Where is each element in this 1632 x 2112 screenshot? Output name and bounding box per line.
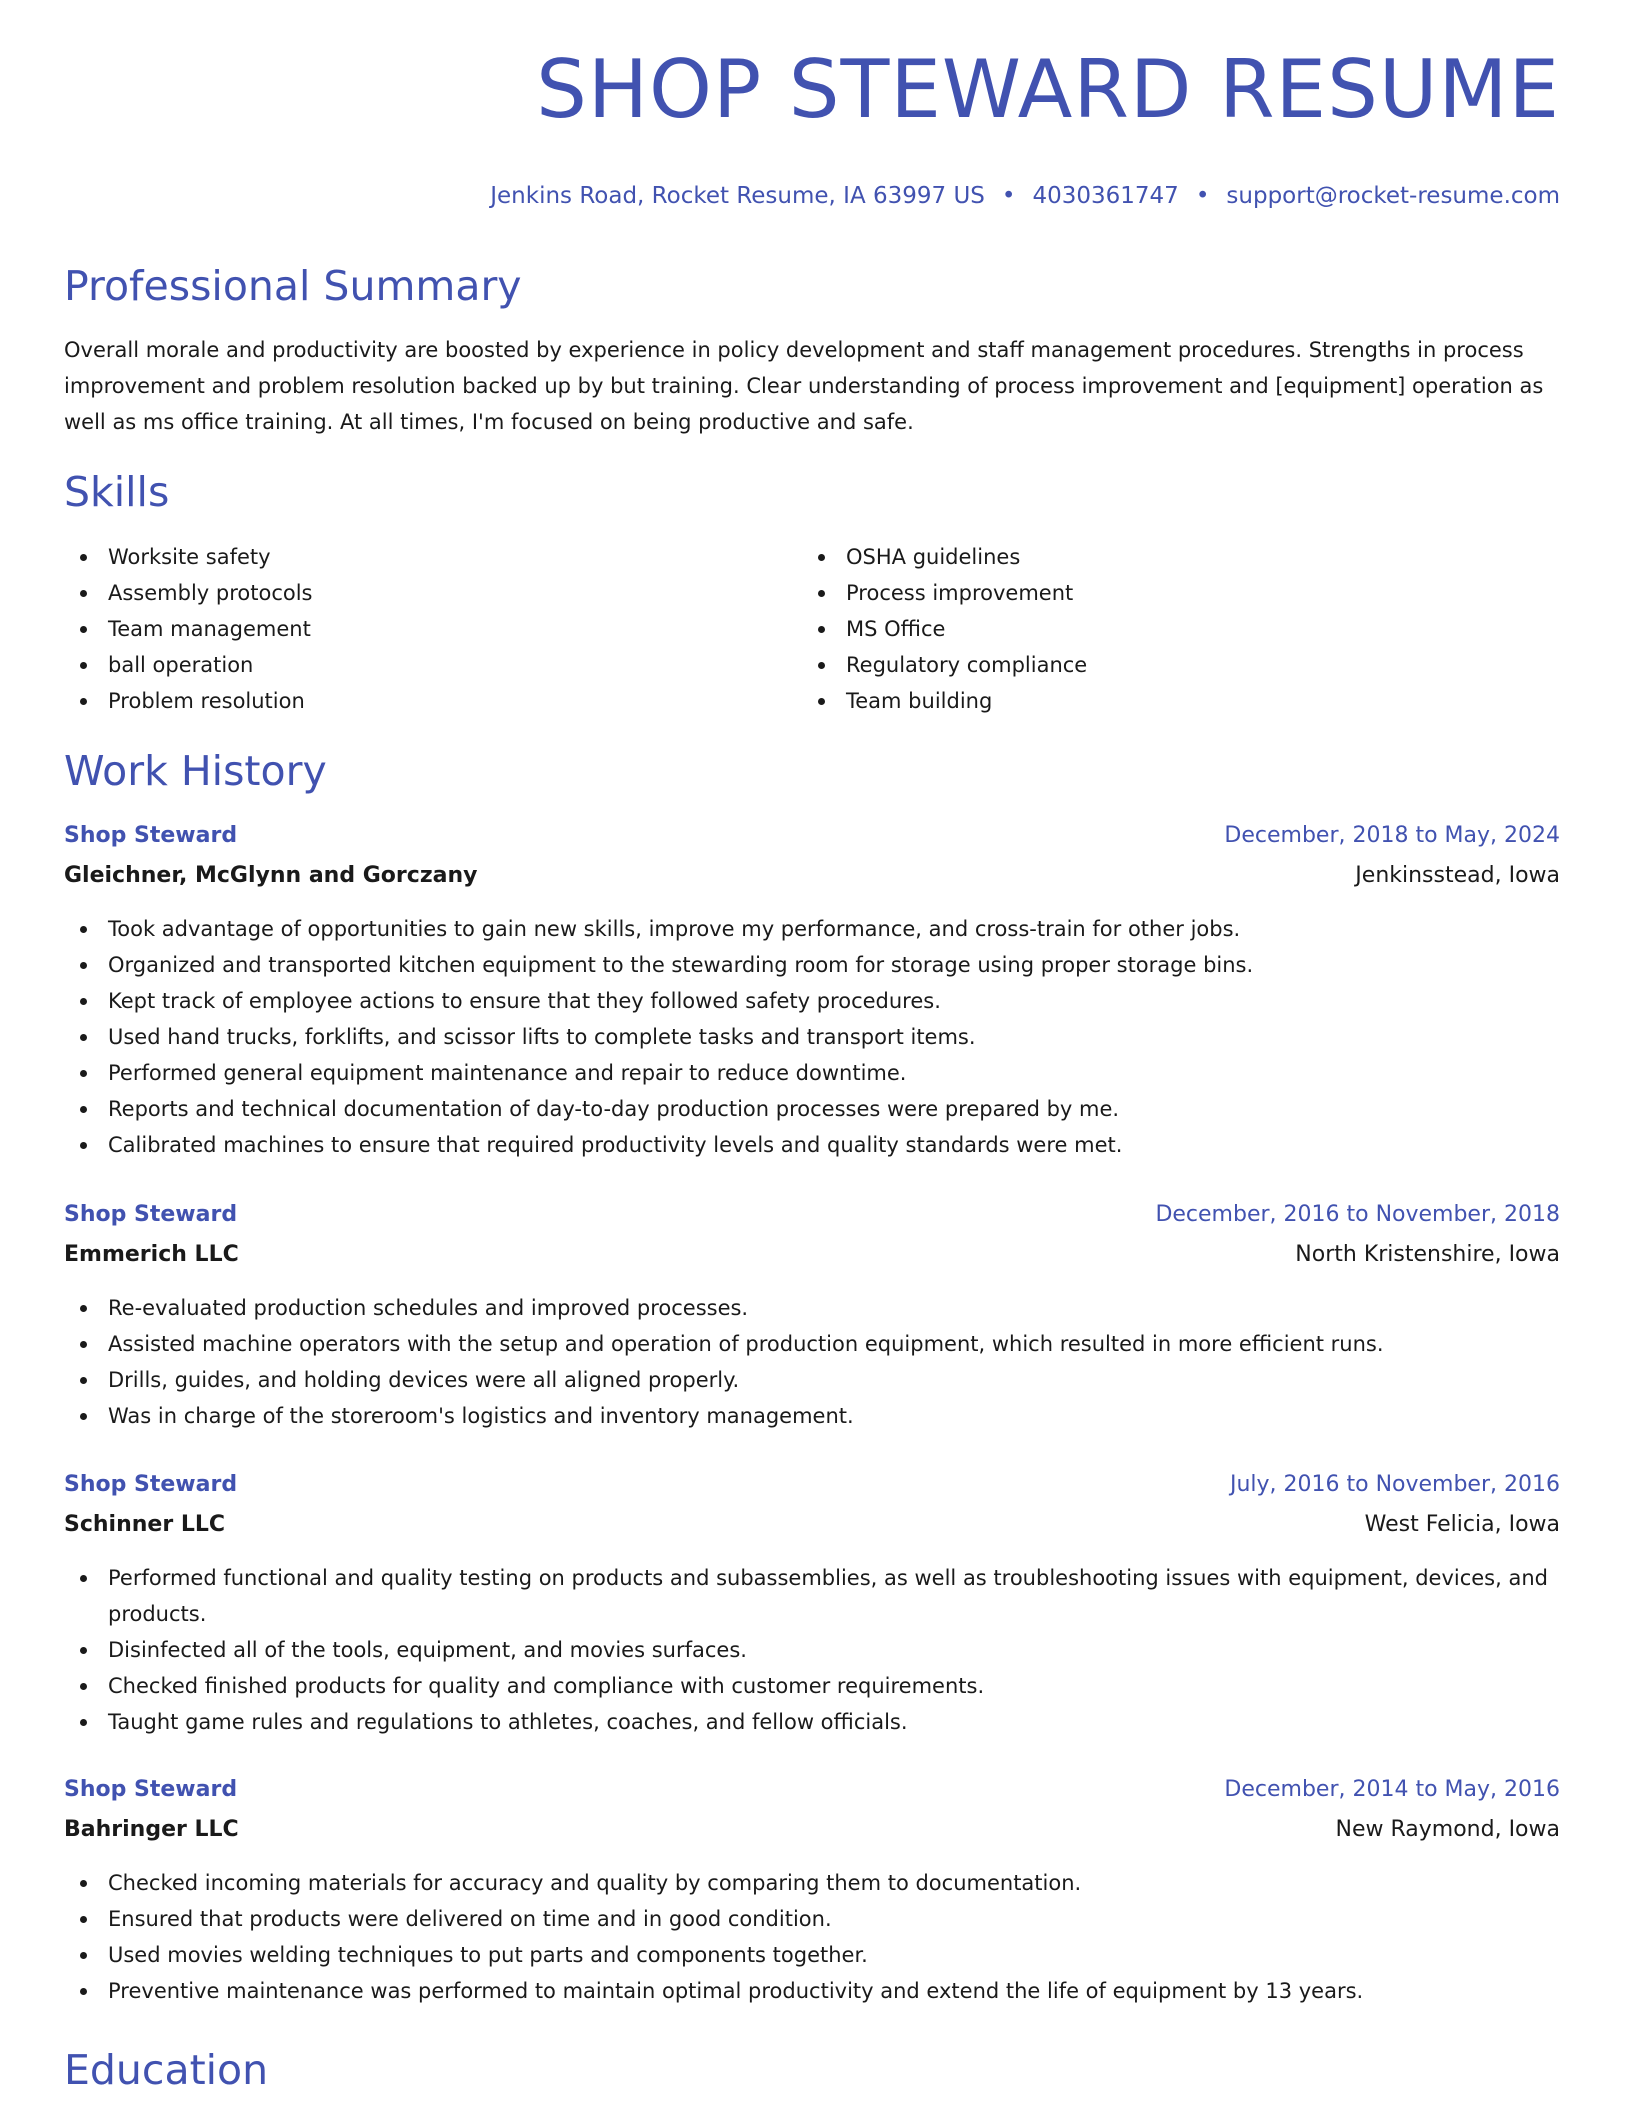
job-bullet: Taught game rules and regulations to athletes, coaches, and fellow officials. bbox=[64, 1704, 1560, 1740]
job-location: West Felicia, Iowa bbox=[1364, 1512, 1560, 1537]
job-bullet: Disinfected all of the tools, equipment, and movies surfaces. bbox=[64, 1632, 1560, 1668]
job-bullet: Performed general equipment maintenance and repair to reduce downtime. bbox=[64, 1055, 1560, 1091]
job-dates: December, 2018 to May, 2024 bbox=[1224, 823, 1560, 848]
job-bullet: Checked incoming materials for accuracy and quality by comparing them to documentation. bbox=[64, 1865, 1560, 1901]
contact-address: Jenkins Road, Rocket Resume, IA 63997 US bbox=[490, 183, 985, 209]
job-dates: July, 2016 to November, 2016 bbox=[1229, 1472, 1560, 1497]
job-location: North Kristenshire, Iowa bbox=[1295, 1242, 1560, 1267]
job-title: Shop Steward bbox=[64, 1202, 238, 1227]
skills-heading: Skills bbox=[64, 468, 170, 516]
job-entry bbox=[64, 1470, 1560, 1740]
skill-item: MS Office bbox=[802, 611, 1502, 647]
skill-item: Problem resolution bbox=[64, 683, 764, 719]
job-bullet: Ensured that products were delivered on time and in good condition. bbox=[64, 1901, 1560, 1937]
job-location: Jenkinsstead, Iowa bbox=[1355, 863, 1560, 888]
job-company: Emmerich LLC bbox=[64, 1242, 239, 1267]
contact-email[interactable]: support@rocket-resume.com bbox=[1226, 183, 1560, 209]
job-company: Bahringer LLC bbox=[64, 1817, 239, 1842]
contact-phone: 4030361747 bbox=[1032, 183, 1179, 209]
job-bullet: Calibrated machines to ensure that required productivity levels and quality standards were met. bbox=[64, 1127, 1560, 1163]
skill-item: Team management bbox=[64, 611, 764, 647]
job-entry bbox=[64, 1200, 1560, 1434]
job-bullet: Checked finished products for quality and compliance with customer requirements. bbox=[64, 1668, 1560, 1704]
skills-column-left bbox=[64, 539, 764, 719]
job-location: New Raymond, Iowa bbox=[1335, 1817, 1560, 1842]
skill-item: Assembly protocols bbox=[64, 575, 764, 611]
contact-separator: • bbox=[1195, 183, 1210, 209]
summary-text: Overall morale and productivity are boosted by experience in policy development and staff management procedures. Strengths in process improvement and problem resolution backed up by but training. Clear understanding of process improvement and [equipment] operation as well as ms office training. At all times, I'm focused on being productive and safe. bbox=[64, 338, 1544, 434]
job-entry bbox=[64, 1775, 1560, 2009]
skill-item: OSHA guidelines bbox=[802, 539, 1502, 575]
job-title: Shop Steward bbox=[64, 1777, 238, 1802]
job-bullet: Assisted machine operators with the setup and operation of production equipment, which resulted in more efficient runs. bbox=[64, 1326, 1560, 1362]
job-bullet: Organized and transported kitchen equipment to the stewarding room for storage using proper storage bins. bbox=[64, 947, 1560, 983]
job-company: Gleichner, McGlynn and Gorczany bbox=[64, 863, 478, 888]
job-entry bbox=[64, 821, 1560, 1163]
skill-item: Process improvement bbox=[802, 575, 1502, 611]
job-bullet: Took advantage of opportunities to gain new skills, improve my performance, and cross-train for other jobs. bbox=[64, 911, 1560, 947]
job-bullet: Kept track of employee actions to ensure that they followed safety procedures. bbox=[64, 983, 1560, 1019]
job-company: Schinner LLC bbox=[64, 1512, 226, 1537]
job-bullet: Drills, guides, and holding devices were all aligned properly. bbox=[64, 1362, 1560, 1398]
skills-column-right bbox=[802, 539, 1502, 719]
job-bullet: Used hand trucks, forklifts, and scissor lifts to complete tasks and transport items. bbox=[64, 1019, 1560, 1055]
contact-line bbox=[490, 181, 1560, 211]
job-bullet: Performed functional and quality testing on products and subassemblies, as well as troubleshooting issues with equipment, devices, and products. bbox=[64, 1560, 1560, 1632]
skill-item: Regulatory compliance bbox=[802, 647, 1502, 683]
job-bullet: Preventive maintenance was performed to maintain optimal productivity and extend the life of equipment by 13 years. bbox=[64, 1973, 1560, 2009]
resume-title: SHOP STEWARD RESUME bbox=[536, 43, 1560, 136]
summary-heading: Professional Summary bbox=[64, 262, 522, 310]
job-bullet: Was in charge of the storeroom's logistics and inventory management. bbox=[64, 1398, 1560, 1434]
skill-item: Team building bbox=[802, 683, 1502, 719]
job-bullet: Re-evaluated production schedules and improved processes. bbox=[64, 1290, 1560, 1326]
contact-separator: • bbox=[1001, 183, 1016, 209]
job-dates: December, 2014 to May, 2016 bbox=[1224, 1777, 1560, 1802]
job-bullet: Reports and technical documentation of day-to-day production processes were prepared by me. bbox=[64, 1091, 1560, 1127]
job-title: Shop Steward bbox=[64, 1472, 238, 1497]
job-dates: December, 2016 to November, 2018 bbox=[1155, 1202, 1560, 1227]
skill-item: ball operation bbox=[64, 647, 764, 683]
job-title: Shop Steward bbox=[64, 823, 238, 848]
education-heading: Education bbox=[64, 2046, 269, 2094]
skill-item: Worksite safety bbox=[64, 539, 764, 575]
work-history-heading: Work History bbox=[64, 747, 327, 795]
job-bullet: Used movies welding techniques to put parts and components together. bbox=[64, 1937, 1560, 1973]
